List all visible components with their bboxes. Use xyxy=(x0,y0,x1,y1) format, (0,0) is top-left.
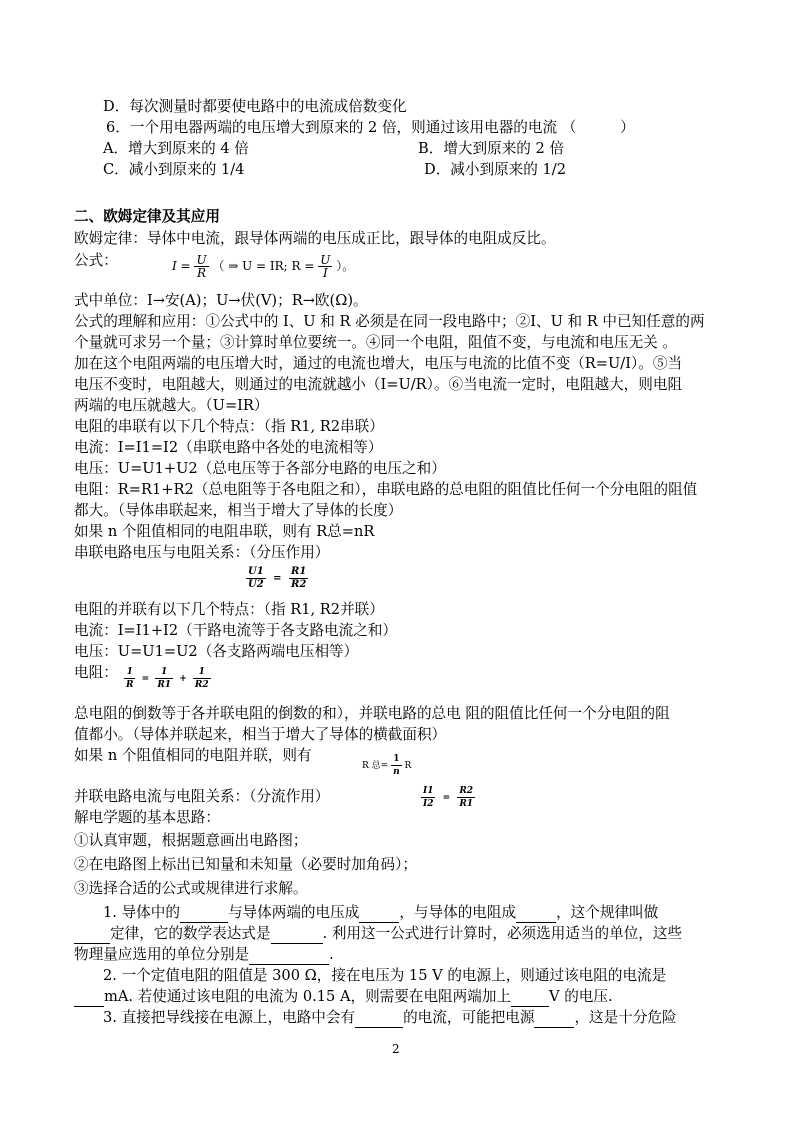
series-ratio-num2: R1 xyxy=(291,566,307,577)
section-heading: 二、欧姆定律及其应用 xyxy=(74,208,220,225)
page-number: 2 xyxy=(392,1042,400,1056)
q1-blank-3[interactable] xyxy=(516,903,556,923)
n-parallel-formula xyxy=(362,753,411,778)
par-r1-fraction xyxy=(155,666,173,691)
q3-part-a: 3. 直接把导线接在电源上，电路中会有 xyxy=(103,1009,356,1026)
series-ratio-den2: R2 xyxy=(291,579,307,590)
parallel-voltage: 电压：U=U1=U2（各支路两端电压相等） xyxy=(74,643,359,660)
ohm-formula-fraction xyxy=(194,254,208,279)
ohm-derived-end: ）。 xyxy=(336,259,355,273)
solving-approach-title: 解电学题的基本思路： xyxy=(74,809,220,826)
series-ratio-den1: U2 xyxy=(248,579,264,590)
series-resistance-2: 都大。（导体串联起来，相当于增大了导体的长度） xyxy=(74,502,403,519)
par-r-eq: = xyxy=(141,674,150,684)
q3-blank-1[interactable] xyxy=(355,1008,403,1028)
ohm-formula-den: R xyxy=(196,266,207,280)
solving-step-1: ①认真审题，根据题意画出电路图； xyxy=(74,832,308,849)
solving-step-3: ③选择合适的公式或规律进行求解。 xyxy=(74,880,308,897)
ohm-formula xyxy=(172,254,354,279)
n-par-lhs: R 总= xyxy=(362,761,389,771)
n-par-fraction xyxy=(391,753,402,778)
q2-part-b: mA. 若使通过该电阻的电流为 0.15 A，则需要在电阻两端加上 xyxy=(104,988,512,1005)
q1-part-a: 1. 导体中的 xyxy=(103,904,180,921)
exercise-1-line-2 xyxy=(74,924,682,944)
par-r-fraction xyxy=(124,666,135,691)
option-d-text: D．每次测量时都要使电路中的电流成倍数变化 xyxy=(103,98,407,115)
series-current: 电流：I=I1=I2（串联电路中各处的电流相等） xyxy=(74,439,383,456)
series-features-title: 电阻的串联有以下几个特点：（指 R1, R2串联） xyxy=(74,418,384,435)
par-ratio-num1: I1 xyxy=(423,786,434,796)
ohm-formula-lhs: I = xyxy=(172,259,191,273)
par-r1-num: 1 xyxy=(155,666,173,679)
q2-part-c: V 的电压. xyxy=(549,988,613,1005)
q1-blank-1[interactable] xyxy=(180,903,228,923)
par-r-num: 1 xyxy=(124,666,135,679)
q1-blank-4[interactable] xyxy=(74,924,110,944)
q3-blank-2[interactable] xyxy=(534,1008,574,1028)
q3-part-b: 的电流，可能把电源 xyxy=(403,1009,535,1026)
option-a: A．增大到原来的 4 倍 xyxy=(103,140,249,157)
par-r1-den: R1 xyxy=(157,680,172,690)
par-ratio-num2: R2 xyxy=(459,786,474,796)
series-voltage: 电压：U=U1+U2（总电压等于各部分电路的电压之和） xyxy=(74,460,446,477)
par-ratio-left xyxy=(421,785,435,810)
ohm-law-definition: 欧姆定律：导体中电流，跟导体两端的电压成正比，跟导体的电阻成反比。 xyxy=(74,230,556,247)
understanding-line-1: 公式的理解和应用：①公式中的 I、U 和 R 必须是在同一段电路中；②I、U 和 R 中已知任意的两 xyxy=(74,313,705,330)
par-ratio-right xyxy=(457,785,475,810)
n-par-rhs: R xyxy=(404,761,412,771)
series-voltage-divider: 串联电路电压与电阻关系：（分压作用） xyxy=(74,544,330,561)
series-ratio-formula xyxy=(246,566,308,591)
q1-part-e: 定律，它的数学表达式是 xyxy=(110,925,271,942)
q1-blank-5[interactable] xyxy=(271,924,323,944)
par-r-den: R xyxy=(126,680,134,690)
exercise-2-line-1: 2. 一个定值电阻的阻值是 300 Ω，接在电压为 15 V 的电源上，则通过该电阻的电流是 xyxy=(103,967,667,984)
units-line: 式中单位：I→安(A)；U→伏(V)；R→欧(Ω)。 xyxy=(74,292,368,309)
par-r2-num: 1 xyxy=(193,666,211,679)
series-n-resistors: 如果 n 个阻值相同的电阻串联，则有 R总=nR xyxy=(74,523,375,540)
par-ratio-eq: = xyxy=(442,793,451,803)
ohm-derived-fraction xyxy=(318,254,332,279)
parallel-current-divider: 并联电路电流与电阻关系：（分流作用） xyxy=(74,788,330,805)
parallel-reciprocal-2: 值都小。（导体并联起来，相当于增大了导体的横截面积） xyxy=(74,726,447,743)
parallel-resistance-label: 电阻： xyxy=(74,664,118,681)
exercise-2-line-2 xyxy=(74,987,613,1007)
solving-step-2: ②在电路图上标出已知量和未知量（必要时加角码）； xyxy=(74,856,417,873)
ohm-derived-a: （ ⇒ U = IR; R = xyxy=(212,259,315,273)
series-ratio-right xyxy=(289,566,308,591)
q1-part-c: ，与导体的电阻成 xyxy=(399,904,517,921)
q1-blank-2[interactable] xyxy=(359,903,399,923)
series-ratio-num1: U1 xyxy=(248,566,264,577)
q1-blank-6[interactable] xyxy=(249,945,329,965)
understanding-line-3: 加在这个电阻两端的电压增大时，通过的电流也增大，电压与电流的比值不变（R=U/I）。⑤当 xyxy=(74,355,683,372)
q2-blank-2[interactable] xyxy=(511,987,549,1007)
option-b: B．增大到原来的 2 倍 xyxy=(418,140,565,157)
q3-part-c: ，这是十分危险 xyxy=(574,1009,677,1026)
exercise-1-line-3 xyxy=(74,945,334,965)
parallel-ratio-formula xyxy=(421,785,475,810)
par-plus: + xyxy=(179,674,187,684)
parallel-reciprocal-1: 总电阻的倒数等于各并联电阻的倒数的和），并联电路的总电 阻的阻值比任何一个分电阻的阻 xyxy=(74,705,670,722)
par-ratio-den1: I2 xyxy=(423,799,434,809)
understanding-line-2: 个量就可求另一个量；③计算时单位要统一。④同一个电阻，阻值不变，与电流和电压无关 。 xyxy=(74,334,677,351)
q1-part-f: . 利用这一公式进行计算时，必须选用适当的单位，这些 xyxy=(322,925,683,942)
par-r2-den: R2 xyxy=(194,680,209,690)
series-resistance-1: 电阻：R=R1+R2（总电阻等于各电阻之和），串联电路的总电阻的阻值比任何一个分电阻的阻值 xyxy=(74,481,698,498)
ohm-formula-num: U xyxy=(196,253,207,267)
q1-part-b: 与导体两端的电压成 xyxy=(227,904,360,921)
parallel-n-resistors: 如果 n 个阻值相同的电阻并联，则有 xyxy=(74,747,312,764)
option-d: D．减小到原来的 1/2 xyxy=(424,161,566,178)
understanding-line-5: 两端的电压就越大。（U=IR） xyxy=(74,397,269,414)
formula-label: 公式： xyxy=(74,252,118,269)
ohm-derived-den: I xyxy=(322,266,328,280)
question-6: 6．一个用电器两端的电压增大到原来的 2 倍，则通过该用电器的电流 （ ） xyxy=(106,119,635,136)
par-ratio-den2: R1 xyxy=(459,799,474,809)
understanding-line-4: 电压不变时，电阻越大，则通过的电流就越小（I=U/R）。⑥当电流一定时，电阻越大，则电阻 xyxy=(74,376,683,393)
ohm-derived-num: U xyxy=(320,253,331,267)
option-c: C．减小到原来的 1/4 xyxy=(103,161,245,178)
q1-part-g: 物理量应选用的单位分别是 xyxy=(74,946,250,963)
par-r2-fraction xyxy=(193,666,211,691)
series-ratio-eq: = xyxy=(273,573,282,584)
q1-part-h: . xyxy=(329,946,334,963)
exercise-1-line-1 xyxy=(103,903,658,923)
n-par-num: 1 xyxy=(391,753,402,766)
parallel-resistance-formula xyxy=(124,666,211,691)
parallel-current: 电流：I=I1+I2（干路电流等于各支路电流之和） xyxy=(74,622,398,639)
series-ratio-left xyxy=(246,566,266,591)
n-par-den: n xyxy=(393,767,400,777)
exercise-3-line-1 xyxy=(103,1008,677,1028)
parallel-features-title: 电阻的并联有以下几个特点：（指 R1, R2并联） xyxy=(74,601,384,618)
q2-blank-1[interactable] xyxy=(74,987,104,1007)
q1-part-d: ，这个规律叫做 xyxy=(556,904,659,921)
